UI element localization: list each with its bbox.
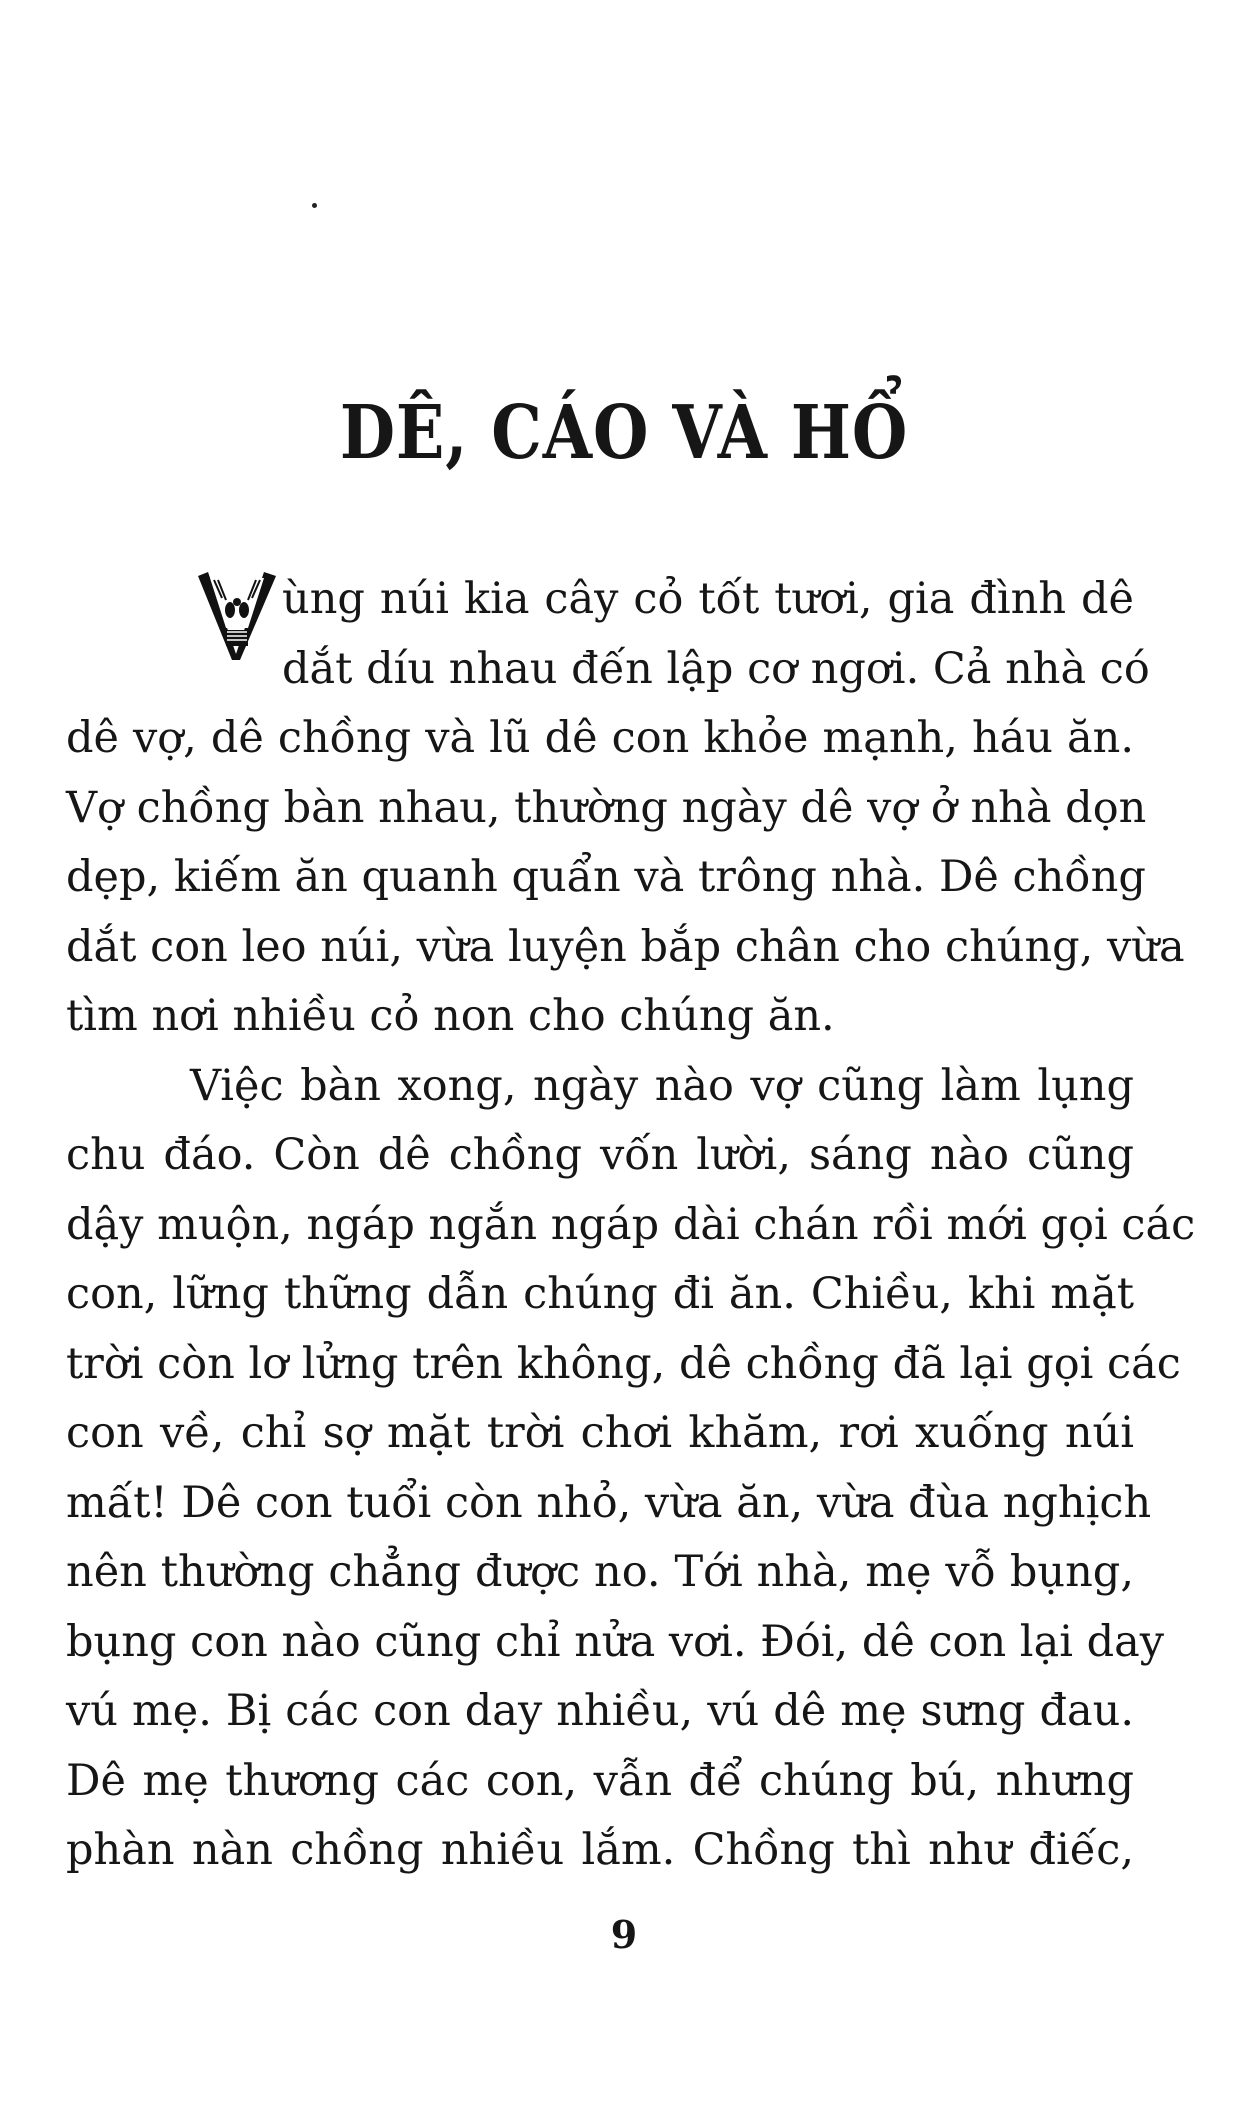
text-line: ùng núi kia cây cỏ tốt tươi, gia đình dê <box>282 574 1134 624</box>
text-line: Dê mẹ thương các con, vẫn để chúng bú, nhưng <box>66 1755 1134 1806</box>
text-line: nên thường chẳng được no. Tới nhà, mẹ vỗ bụng, <box>66 1547 1134 1597</box>
chapter-title: DÊ, CÁO VÀ HỔ <box>339 390 909 476</box>
text-line: dẹp, kiếm ăn quanh quẩn và trông nhà. Dê chồng <box>66 852 1146 902</box>
text-line: bụng con nào cũng chỉ nửa vơi. Đói, dê con lại day <box>66 1616 1165 1667</box>
text-line: Việc bàn xong, ngày nào vợ cũng làm lụng <box>190 1060 1134 1111</box>
text-line: dắt díu nhau đến lập cơ ngơi. Cả nhà có <box>282 643 1150 694</box>
text-line: dậy muộn, ngáp ngắn ngáp dài chán rồi mới gọi các <box>66 1199 1196 1250</box>
text-line: Vợ chồng bàn nhau, thường ngày dê vợ ở nhà dọn <box>66 782 1147 833</box>
text-line: mất! Dê con tuổi còn nhỏ, vừa ăn, vừa đùa nghịch <box>66 1477 1152 1528</box>
text-line: dắt con leo núi, vừa luyện bắp chân cho chúng, vừa <box>66 921 1185 972</box>
text-line: con về, chỉ sợ mặt trời chơi khăm, rơi xuống núi <box>66 1408 1134 1458</box>
text-line: phàn nàn chồng nhiều lắm. Chồng thì như điếc, <box>66 1825 1134 1875</box>
text-line: con, lững thững dẫn chúng đi ăn. Chiều, khi mặt <box>66 1269 1134 1319</box>
page-number: 9 <box>610 1912 638 1957</box>
text-line: tìm nơi nhiều cỏ non cho chúng ăn. <box>66 991 835 1041</box>
story-body <box>66 565 1196 1886</box>
text-line: dê vợ, dê chồng và lũ dê con khỏe mạnh, háu ăn. <box>66 713 1134 763</box>
text-line: chu đáo. Còn dê chồng vốn lười, sáng nào cũng <box>66 1130 1134 1180</box>
text-line: trời còn lơ lửng trên không, dê chồng đã lại gọi các <box>66 1338 1181 1389</box>
text-line: vú mẹ. Bị các con day nhiều, vú dê mẹ sưng đau. <box>66 1686 1134 1736</box>
print-speck <box>312 203 317 208</box>
